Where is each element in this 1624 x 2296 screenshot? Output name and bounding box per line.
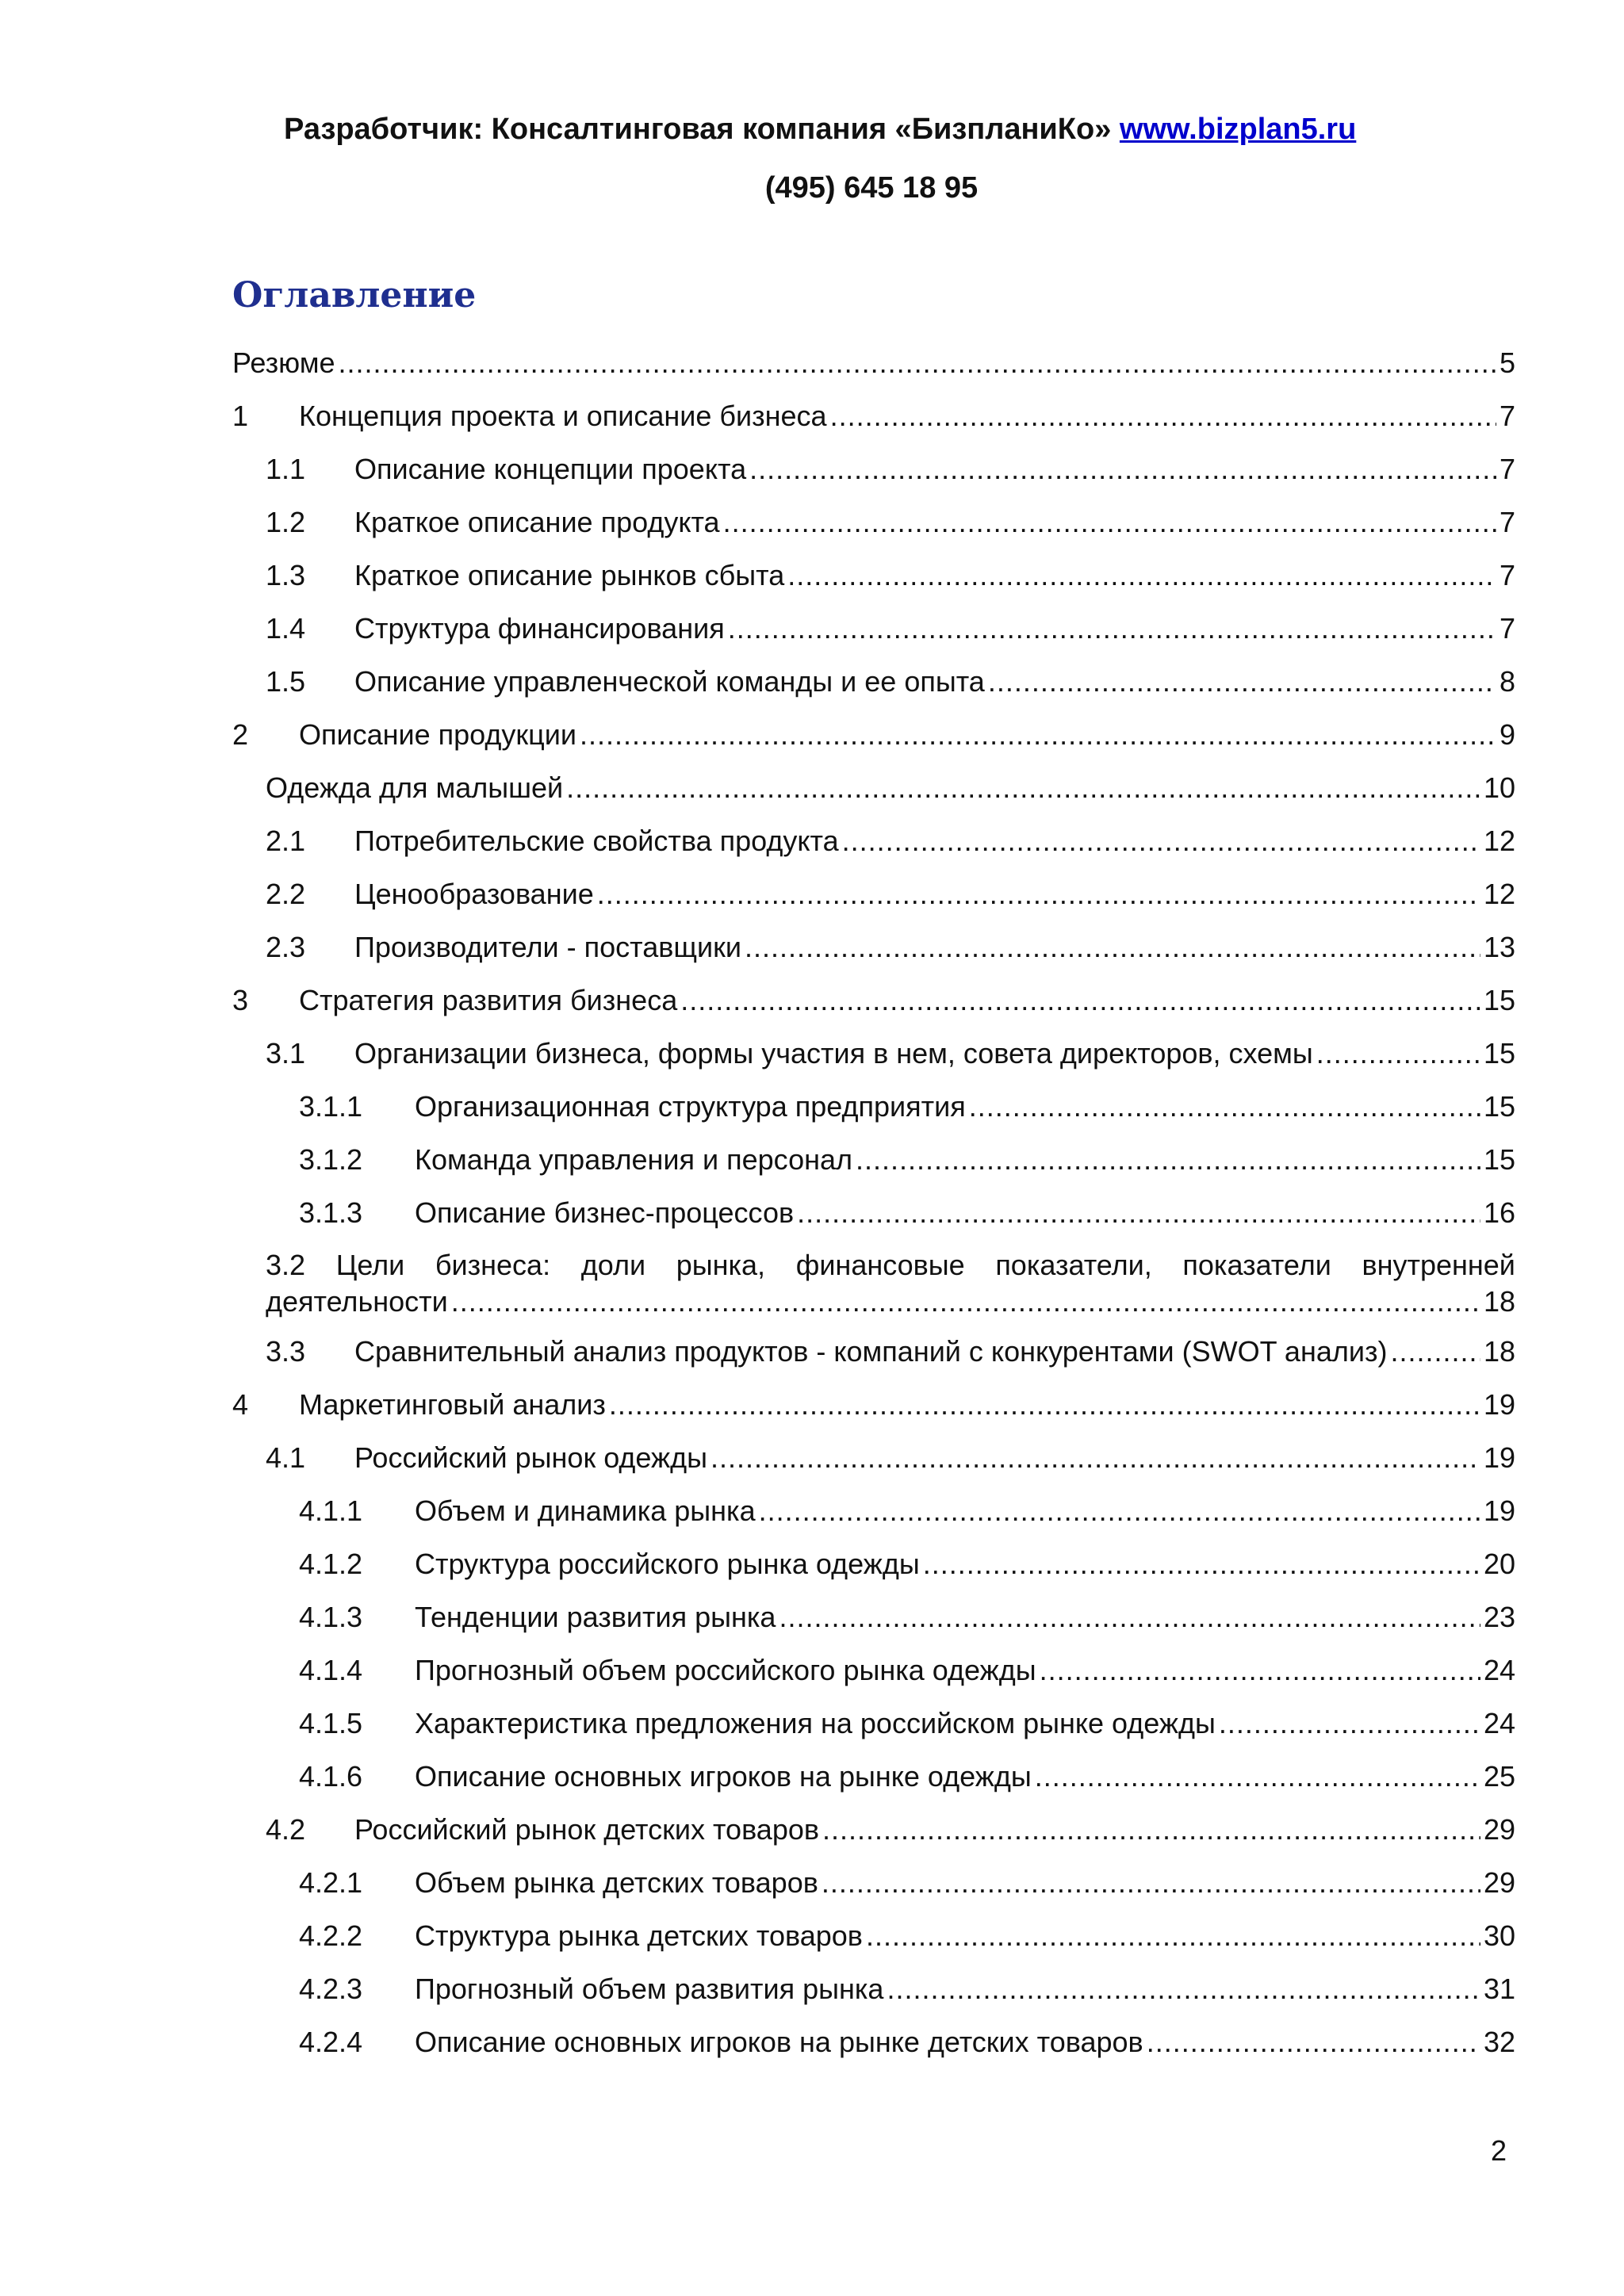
toc-entry-title: Описание управленческой команды и ее опыта <box>354 665 985 698</box>
toc-leader <box>728 608 1496 649</box>
toc-entry-page: 19 <box>1483 1388 1515 1421</box>
toc-entry[interactable] <box>0 1969 1624 2010</box>
toc-entry-page: 15 <box>1483 984 1515 1016</box>
toc-entry-title: Объем рынка детских товаров <box>415 1866 818 1899</box>
toc-entry-number: 3.1.1 <box>299 1090 363 1123</box>
toc-entry-number: 3.1.3 <box>299 1196 363 1229</box>
toc-entry[interactable] <box>0 1192 1624 1234</box>
toc-entry[interactable] <box>0 927 1624 968</box>
toc-entry-page: 18 <box>1483 1285 1515 1318</box>
toc-entry-title: Резюме <box>232 346 335 379</box>
toc-entry[interactable] <box>0 608 1624 649</box>
toc-entry[interactable] <box>0 980 1624 1021</box>
toc-entry[interactable] <box>0 502 1624 543</box>
toc-entry-number: 1.2 <box>266 506 306 538</box>
toc-entry-page: 15 <box>1483 1037 1515 1070</box>
toc-entry-page: 23 <box>1483 1601 1515 1633</box>
toc-entry-number: 3.1.2 <box>299 1143 363 1176</box>
toc-entry-page: 10 <box>1483 771 1515 804</box>
toc-entry[interactable] <box>0 1544 1624 1585</box>
toc-entry-page: 13 <box>1483 931 1515 963</box>
toc-leader <box>923 1544 1480 1585</box>
toc-entry-page: 9 <box>1499 718 1515 751</box>
toc-leader <box>580 714 1496 756</box>
toc-entry-page: 7 <box>1499 559 1515 591</box>
toc-entry-number: 3.1 <box>266 1037 306 1070</box>
toc-entry-page: 15 <box>1483 1143 1515 1176</box>
toc-entry-number: 4.1.5 <box>299 1707 363 1739</box>
toc-entry-page: 29 <box>1483 1866 1515 1899</box>
toc-entry-word: показатели, <box>995 1249 1152 1281</box>
toc-entry-number: 3 <box>232 984 249 1016</box>
toc-entry-number: 4.1.2 <box>299 1548 363 1580</box>
toc-entry-page: 7 <box>1499 506 1515 538</box>
toc-entry-title: Потребительские свойства продукта <box>354 825 839 857</box>
toc-entry-page: 8 <box>1499 665 1515 698</box>
toc-entry-title: Концепция проекта и описание бизнеса <box>299 400 827 432</box>
toc-entry-page: 12 <box>1483 878 1515 910</box>
toc-entry-page: 19 <box>1483 1441 1515 1474</box>
toc-leader <box>969 1086 1480 1127</box>
toc-leader <box>830 396 1496 437</box>
toc-leader <box>779 1597 1480 1638</box>
toc-entry-title: Краткое описание рынков сбыта <box>354 559 785 591</box>
toc-entry-number: 4.2.1 <box>299 1866 363 1899</box>
toc-entry-number: 1.4 <box>266 612 306 645</box>
toc-leader <box>749 449 1496 490</box>
toc-entry[interactable] <box>0 1384 1624 1425</box>
toc-entry-title: Производители - поставщики <box>354 931 741 963</box>
toc-leader <box>1390 1331 1480 1372</box>
toc-entry-number: 4.1.1 <box>299 1494 363 1527</box>
toc-entry[interactable] <box>266 1247 1515 1320</box>
toc-entry-page: 7 <box>1499 453 1515 485</box>
toc-entry-number: 2.3 <box>266 931 306 963</box>
toc-entry[interactable] <box>0 874 1624 915</box>
toc-entry-title: Российский рынок детских товаров <box>354 1813 819 1846</box>
toc-leader <box>866 1915 1480 1957</box>
toc-entry-number: 4.2.4 <box>299 2026 363 2058</box>
toc-entry-title: Организационная структура предприятия <box>415 1090 966 1123</box>
toc-entry-title: Структура финансирования <box>354 612 725 645</box>
toc-entry-title: Маркетинговый анализ <box>299 1388 606 1421</box>
toc-entry-number: 2.1 <box>266 825 306 857</box>
header-phone: (495) 645 18 95 <box>764 171 979 205</box>
toc-entry[interactable] <box>0 449 1624 490</box>
toc-entry-page: 24 <box>1483 1654 1515 1686</box>
toc-entry-page: 18 <box>1483 1335 1515 1368</box>
toc-entry-number: 4.2.3 <box>299 1973 363 2005</box>
toc-entry-title: Описание бизнес-процессов <box>415 1196 795 1229</box>
toc-entry-number: 2.2 <box>266 878 306 910</box>
toc-entry-title: Сравнительный анализ продуктов - компаний с конкурентами (SWOT анализ) <box>354 1335 1388 1368</box>
toc-leader <box>1316 1033 1480 1074</box>
toc-entry-title: Одежда для малышей <box>266 771 564 804</box>
toc-entry-number: 2 <box>232 718 249 751</box>
toc-entry[interactable] <box>0 396 1624 437</box>
toc-entry-page: 32 <box>1483 2026 1515 2058</box>
toc-entry-title: Ценообразование <box>354 878 594 910</box>
toc-entry-page: 25 <box>1483 1760 1515 1793</box>
toc-entry-title: Структура российского рынка одежды <box>415 1548 920 1580</box>
toc-entry-title: Описание продукции <box>299 718 576 751</box>
toc-entry-title: Описание основных игроков на рынке одежды <box>415 1760 1032 1793</box>
toc-entry-word: доли <box>580 1249 646 1281</box>
toc-entry[interactable] <box>0 1809 1624 1850</box>
toc-entry[interactable] <box>0 1597 1624 1638</box>
toc-leader <box>1035 1756 1480 1797</box>
toc-entry[interactable] <box>0 661 1624 702</box>
toc-entry[interactable] <box>0 1086 1624 1127</box>
toc-leader <box>1040 1650 1480 1691</box>
toc-entry-word: бизнеса: <box>435 1249 551 1281</box>
toc-leader <box>856 1139 1480 1181</box>
toc-entry-number: 1.3 <box>266 559 306 591</box>
toc-entry-number: 4.1 <box>266 1441 306 1474</box>
toc-entry-word: показатели <box>1182 1249 1331 1281</box>
toc-entry-number: 1.1 <box>266 453 306 485</box>
page-number: 2 <box>1491 2134 1507 2167</box>
toc-entry[interactable] <box>0 1915 1624 1957</box>
toc-entry[interactable] <box>0 555 1624 596</box>
toc-entry-page: 5 <box>1499 346 1515 379</box>
toc-leader <box>723 502 1496 543</box>
toc-entry-title: Объем и динамика рынка <box>415 1494 756 1527</box>
toc-entry-page: 29 <box>1483 1813 1515 1846</box>
toc-leader <box>988 661 1496 702</box>
toc-leader <box>451 1284 1480 1320</box>
toc-entry-page: 12 <box>1483 825 1515 857</box>
toc-entry-number: 4.1.4 <box>299 1654 363 1686</box>
toc-entry-title: Российский рынок одежды <box>354 1441 708 1474</box>
toc-entry[interactable] <box>0 1490 1624 1532</box>
toc-leader <box>887 1969 1480 2010</box>
toc-entry[interactable] <box>0 1650 1624 1691</box>
toc-entry-title: Прогнозный объем российского рынка одежды <box>415 1654 1036 1686</box>
toc-entry[interactable] <box>0 1033 1624 1074</box>
toc-entry[interactable] <box>0 1437 1624 1479</box>
toc-leader <box>842 821 1480 862</box>
toc-entry-page: 19 <box>1483 1494 1515 1527</box>
toc-entry-word: внутренней <box>1362 1249 1515 1281</box>
toc-entry-title: Краткое описание продукта <box>354 506 720 538</box>
toc-entry-number: 3.3 <box>266 1335 306 1368</box>
toc-leader <box>797 1192 1480 1234</box>
toc-entry-page: 15 <box>1483 1090 1515 1123</box>
toc-entry[interactable] <box>0 821 1624 862</box>
toc-entry-title-continued: деятельности <box>266 1285 448 1318</box>
toc-entry-page: 30 <box>1483 1919 1515 1952</box>
toc-leader <box>339 342 1496 384</box>
toc-entry-title: Тенденции развития рынка <box>415 1601 776 1633</box>
toc-entry[interactable] <box>0 767 1624 809</box>
toc-leader <box>609 1384 1480 1425</box>
toc-entry-page: 31 <box>1483 1973 1515 2005</box>
toc-entry-title: Описание концепции проекта <box>354 453 747 485</box>
toc-leader <box>822 1809 1480 1850</box>
toc-entry-title: Характеристика предложения на российском рынке одежды <box>415 1707 1216 1739</box>
toc-entry-title: Команда управления и персонал <box>415 1143 853 1176</box>
toc-entry-word: финансовые <box>795 1249 965 1281</box>
toc-entry-page: 24 <box>1483 1707 1515 1739</box>
toc-entry-title: Описание основных игроков на рынке детских товаров <box>415 2026 1143 2058</box>
toc-entry[interactable] <box>0 2022 1624 2063</box>
toc-leader <box>787 555 1496 596</box>
toc-entry-title: Прогнозный объем развития рынка <box>415 1973 884 2005</box>
toc-entry-title: Стратегия развития бизнеса <box>299 984 678 1016</box>
toc-entry[interactable] <box>0 1862 1624 1904</box>
toc-entry[interactable] <box>0 1703 1624 1744</box>
toc-leader <box>822 1862 1480 1904</box>
toc-leader <box>759 1490 1480 1532</box>
toc-title: Оглавление <box>232 275 477 316</box>
toc-leader <box>566 767 1480 809</box>
toc-entry-page: 16 <box>1483 1196 1515 1229</box>
toc-entry-number: 4.1.6 <box>299 1760 363 1793</box>
toc-entry[interactable] <box>0 1756 1624 1797</box>
toc-entry[interactable] <box>0 1331 1624 1372</box>
toc-entry-word: рынка, <box>676 1249 766 1281</box>
toc-entry-page: 20 <box>1483 1548 1515 1580</box>
website-link[interactable]: www.bizplan5.ru <box>1119 113 1357 146</box>
toc-entry-number: 4.1.3 <box>299 1601 363 1633</box>
toc-entry-number: 4 <box>232 1388 249 1421</box>
toc-leader <box>1219 1703 1480 1744</box>
toc-entry-number: 1.5 <box>266 665 306 698</box>
toc-entry[interactable] <box>0 342 1624 384</box>
toc-entry-number: 3.2 <box>266 1249 306 1281</box>
toc-entry-page: 7 <box>1499 612 1515 645</box>
toc-leader <box>597 874 1480 915</box>
toc-entry[interactable] <box>0 1139 1624 1181</box>
toc-leader <box>745 927 1480 968</box>
toc-entry-number: 1 <box>232 400 249 432</box>
toc-leader <box>680 980 1480 1021</box>
toc-entry-number: 4.2 <box>266 1813 306 1846</box>
toc-entry-title: Организации бизнеса, формы участия в нем, совета директоров, схемы <box>354 1037 1313 1070</box>
toc-entry-title: Структура рынка детских товаров <box>415 1919 863 1952</box>
toc-leader <box>710 1437 1480 1479</box>
toc-leader <box>1147 2022 1480 2063</box>
toc-entry-number: 4.2.2 <box>299 1919 363 1952</box>
developer-label: Разработчик: Консалтинговая компания «БизпланиКо» <box>284 113 1112 146</box>
toc-entry-word: Цели <box>335 1249 405 1281</box>
toc-entry[interactable] <box>0 714 1624 756</box>
toc-entry-page: 7 <box>1499 400 1515 432</box>
